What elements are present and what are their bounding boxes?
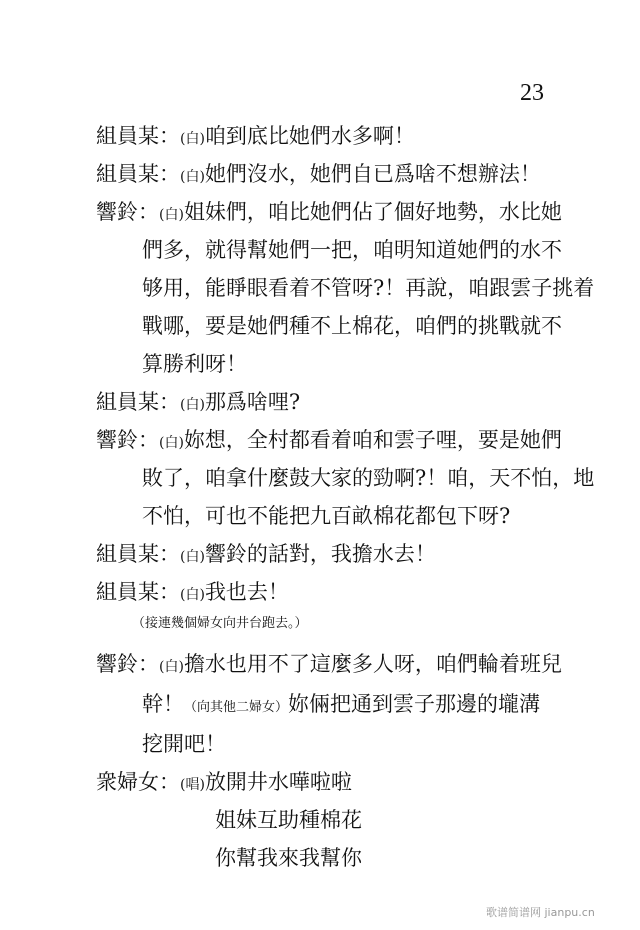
speaker: 衆婦女： <box>96 770 180 794</box>
lyric: 放開井水嘩啦啦 <box>204 770 352 794</box>
delivery-tag: (白) <box>180 587 205 603</box>
delivery-tag: (白) <box>159 207 184 223</box>
delivery-tag: (白) <box>159 435 184 451</box>
continuation-line: 們多，就得幫她們一把，咱明知道她們的水不 <box>142 238 562 262</box>
speaker: 組員某： <box>96 124 180 148</box>
line-text: 咱到底比她們水多啊！ <box>204 124 415 148</box>
speaker: 組員某： <box>96 580 180 604</box>
stage-direction: （接連幾個婦女向井台跑去。） <box>132 616 308 631</box>
continuation-line: 挖開吧！ <box>142 732 226 756</box>
continuation-line <box>142 690 540 722</box>
line-text: 她們沒水，她們自已爲啥不想辦法！ <box>204 162 541 186</box>
watermark: 歌谱简谱网 jianpu.cn <box>486 906 595 919</box>
continuation-line: 敗了，咱拿什麼鼓大家的勁啊?！咱，天不怕，地 <box>142 466 595 490</box>
dialogue-line <box>96 160 541 191</box>
speaker: 響鈴： <box>96 652 159 676</box>
aside-direction: （向其他二婦女） <box>184 700 289 715</box>
delivery-tag: (白) <box>180 397 205 413</box>
continuation-line: 戰哪，要是她們種不上棉花，咱們的挑戰就不 <box>142 314 562 338</box>
continuation-line: 算勝利呀！ <box>142 352 247 376</box>
continuation-line: 够用，能睜眼看着不管呀?！再說，咱跟雲子挑着 <box>142 276 595 300</box>
line-text: 擔水也用不了這麼多人呀，咱們輪着班兒 <box>183 652 562 676</box>
delivery-tag: (白) <box>180 131 205 147</box>
line-text: 姐妹們，咱比她們佔了個好地勢，水比她 <box>183 200 562 224</box>
speaker: 響鈴： <box>96 200 159 224</box>
continuation-line: 不怕，可也不能把九百畝棉花都包下呀? <box>142 504 511 528</box>
song-line <box>96 768 352 799</box>
line-text: 幹！ <box>142 692 184 716</box>
line-text: 那爲啥哩? <box>204 390 301 414</box>
dialogue-line <box>96 650 562 681</box>
line-text: 妳倆把通到雲子那邊的壠溝 <box>288 692 541 716</box>
lyric: 姐妹互助種棉花 <box>215 808 362 832</box>
dialogue-line <box>96 578 289 609</box>
dialogue-line <box>96 540 436 571</box>
speaker: 組員某： <box>96 542 180 566</box>
page-number: 23 <box>520 80 544 106</box>
delivery-tag: (白) <box>159 659 184 675</box>
speaker: 組員某： <box>96 162 180 186</box>
speaker: 響鈴： <box>96 428 159 452</box>
delivery-tag: (白) <box>180 549 205 565</box>
dialogue-line <box>96 122 415 153</box>
speaker: 組員某： <box>96 390 180 414</box>
dialogue-line <box>96 426 562 457</box>
lyric: 你幫我來我幫你 <box>215 846 362 870</box>
delivery-tag: (白) <box>180 169 205 185</box>
line-text: 妳想，全村都看着咱和雲子哩，要是她們 <box>183 428 562 452</box>
dialogue-line <box>96 198 562 229</box>
delivery-tag: (唱) <box>180 777 205 793</box>
line-text: 我也去！ <box>204 580 289 604</box>
dialogue-line <box>96 388 300 419</box>
line-text: 響鈴的話對，我擔水去！ <box>204 542 436 566</box>
